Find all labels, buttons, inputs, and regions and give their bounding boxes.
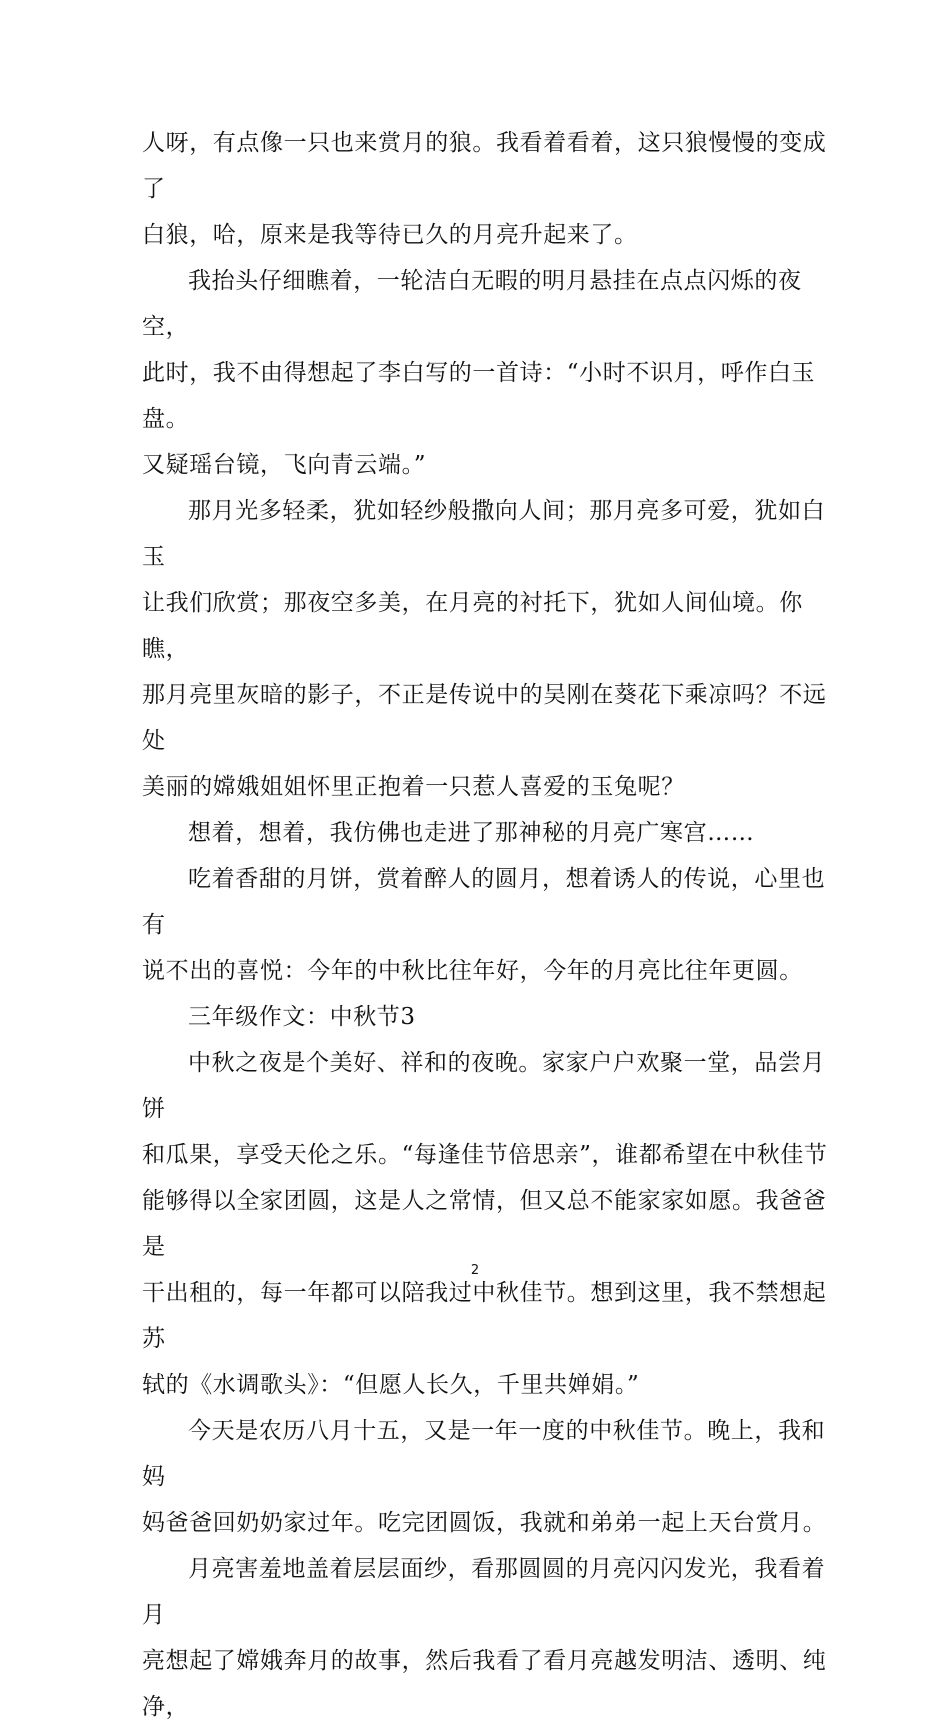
text-line: 中秋之夜是个美好、祥和的夜晚。家家户户欢聚一堂，品尝月饼 xyxy=(142,1050,826,1122)
text-line: 那月光多轻柔，犹如轻纱般撒向人间；那月亮多可爱，犹如白玉 xyxy=(142,498,826,570)
text-line: 三年级作文：中秋节3 xyxy=(188,1004,416,1030)
text-line: 美丽的嫦娥姐姐怀里正抱着一只惹人喜爱的玉兔呢？ xyxy=(142,774,685,800)
document-body xyxy=(142,120,842,1730)
text-line: 说不出的喜悦：今年的中秋比往年好，今年的月亮比往年更圆。 xyxy=(142,958,803,984)
text-line: 能够得以全家团圆，这是人之常情，但又总不能家家如愿。我爸爸是 xyxy=(142,1188,827,1260)
text-line: 我抬头仔细瞧着，一轮洁白无暇的明月悬挂在点点闪烁的夜空， xyxy=(142,268,802,340)
text-line: 今天是农历八月十五，又是一年一度的中秋佳节。晚上，我和妈 xyxy=(142,1418,826,1490)
paragraph xyxy=(142,258,842,488)
paragraph xyxy=(142,810,842,856)
paragraph xyxy=(142,120,842,258)
paragraph xyxy=(142,1040,842,1408)
paragraph xyxy=(142,488,842,810)
text-line: 人呀，有点像一只也来赏月的狼。我看着看着，这只狼慢慢的变成了 xyxy=(142,130,827,202)
text-line: 又疑瑶台镜，飞向青云端。” xyxy=(142,452,427,478)
paragraph xyxy=(142,1408,842,1546)
text-line: 和瓜果，享受天伦之乐。“每逢佳节倍思亲”，谁都希望在中秋佳节 xyxy=(142,1142,828,1168)
text-line: 月亮害羞地盖着层层面纱，看那圆圆的月亮闪闪发光，我看着月 xyxy=(142,1556,826,1628)
text-line: 此时，我不由得想起了李白写的一首诗：“小时不识月，呼作白玉盘。 xyxy=(142,360,816,432)
section-heading xyxy=(142,994,842,1040)
text-line: 白狼，哈，原来是我等待已久的月亮升起来了。 xyxy=(142,222,638,248)
text-line: 让我们欣赏；那夜空多美，在月亮的衬托下，犹如人间仙境。你瞧， xyxy=(142,590,803,662)
text-line: 轼的《水调歌头》：“但愿人长久，千里共婵娟。” xyxy=(142,1372,640,1398)
text-line: 那月亮里灰暗的影子，不正是传说中的吴刚在葵花下乘凉吗？不远处 xyxy=(142,682,827,754)
page-number: 2 xyxy=(470,1263,480,1278)
text-line: 妈爸爸回奶奶家过年。吃完团圆饭，我就和弟弟一起上天台赏月。 xyxy=(142,1510,827,1536)
paragraph xyxy=(142,1546,842,1730)
text-line: 干出租的，每一年都可以陪我过中秋佳节。想到这里，我不禁想起苏 xyxy=(142,1280,827,1352)
paragraph xyxy=(142,856,842,994)
text-line: 想着，想着，我仿佛也走进了那神秘的月亮广寒宫…… xyxy=(188,820,755,846)
text-line: 亮想起了嫦娥奔月的故事，然后我看了看月亮越发明洁、透明、纯净， xyxy=(142,1648,827,1720)
text-line: 吃着香甜的月饼，赏着醉人的圆月，想着诱人的传说，心里也有 xyxy=(142,866,826,938)
